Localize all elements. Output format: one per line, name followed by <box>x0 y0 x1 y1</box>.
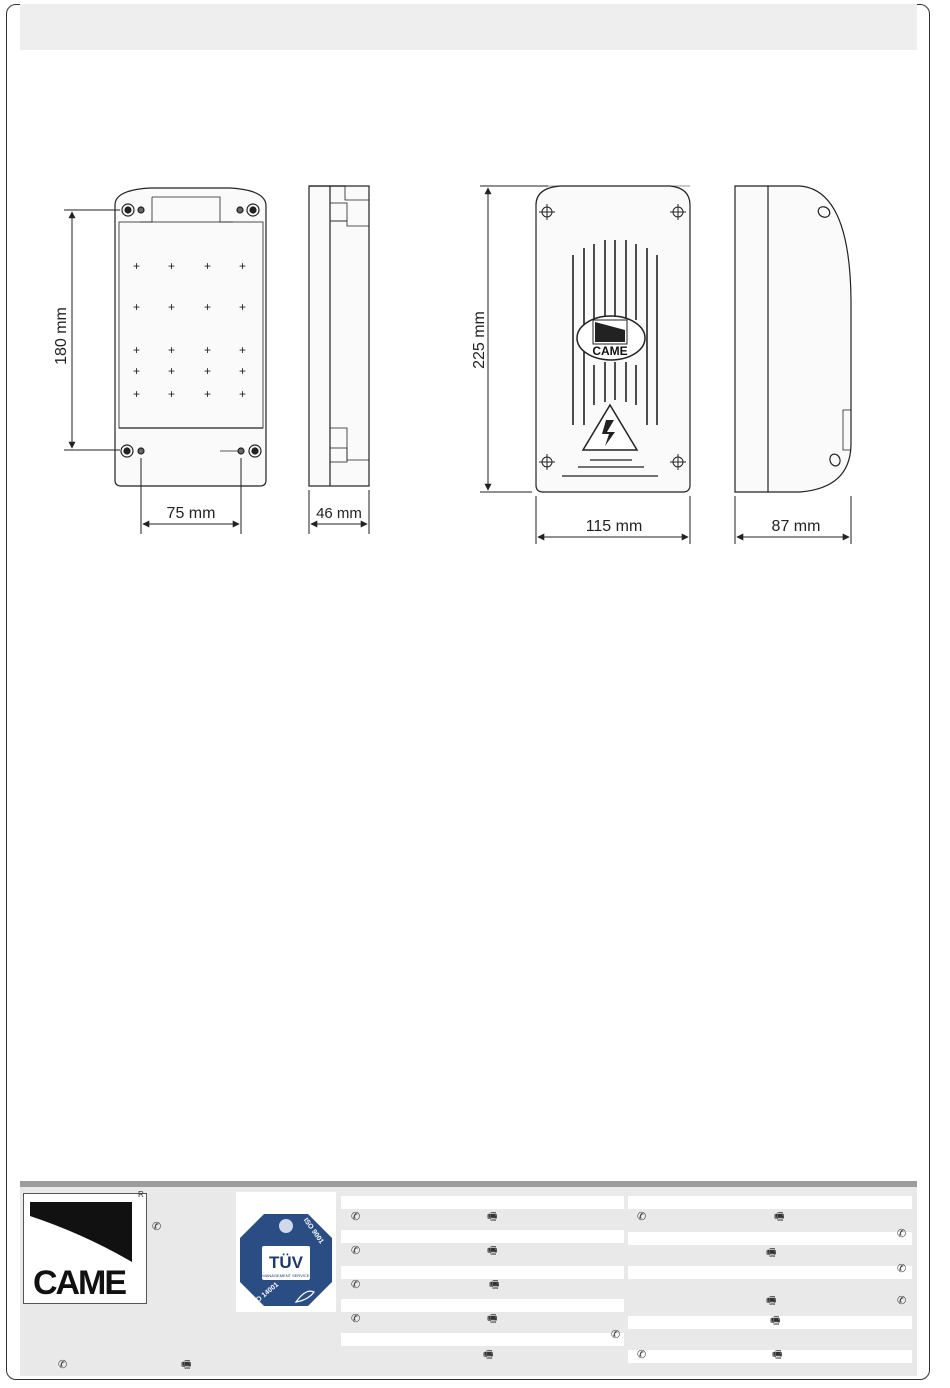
came-logo-text: CAME <box>32 1264 126 1302</box>
fax-icon: 🖷 <box>487 1313 498 1325</box>
svg-text:+: + <box>168 387 176 401</box>
tuv-subtitle: MANAGEMENT SERVICE <box>262 1273 310 1278</box>
svg-text:+: + <box>168 343 176 357</box>
dim-height-small-label: 180 mm <box>53 307 70 365</box>
phone-icon: ✆ <box>351 1313 361 1325</box>
small-box-side <box>309 186 369 486</box>
came-logo <box>23 1193 147 1304</box>
svg-text:+: + <box>204 364 212 378</box>
svg-text:+: + <box>239 364 247 378</box>
svg-text:+: + <box>204 259 212 273</box>
fax-icon: 🖷 <box>483 1349 494 1361</box>
svg-text:+: + <box>133 387 141 401</box>
fax-icon: 🖷 <box>181 1359 192 1371</box>
registered-mark: R <box>138 1190 144 1199</box>
phone-icon: ✆ <box>351 1279 361 1291</box>
svg-text:+: + <box>239 259 247 273</box>
contact-row-1 <box>341 1196 624 1209</box>
fax-icon: 🖷 <box>774 1211 785 1223</box>
contact-row-10 <box>628 1350 912 1363</box>
phone-icon: ✆ <box>351 1211 361 1223</box>
dimension-drawing <box>0 0 950 560</box>
phone-icon: ✆ <box>637 1349 647 1361</box>
came-emblem <box>577 316 645 360</box>
dim-depth-large-label: 87 mm <box>771 518 821 535</box>
tuv-text: TÜV <box>269 1253 303 1272</box>
phone-icon: ✆ <box>897 1228 907 1240</box>
contact-row-3 <box>341 1266 624 1279</box>
dim-depth-small-label: 46 mm <box>316 505 362 522</box>
svg-text:+: + <box>133 259 141 273</box>
fax-icon: 🖷 <box>770 1315 781 1327</box>
fax-icon: 🖷 <box>487 1245 498 1257</box>
phone-icon: ✆ <box>351 1245 361 1257</box>
phone-icon: ✆ <box>637 1211 647 1223</box>
iso-14001-label: ISO 14001 <box>249 1281 281 1309</box>
svg-text:+: + <box>168 259 176 273</box>
dim-height-small-line <box>64 210 120 450</box>
contact-row-7 <box>628 1232 912 1245</box>
contact-row-2 <box>341 1230 624 1243</box>
contact-row-5 <box>341 1333 624 1346</box>
svg-text:+: + <box>239 387 247 401</box>
fax-icon: 🖷 <box>766 1295 777 1307</box>
phone-icon: ✆ <box>58 1359 68 1371</box>
tuv-certification-badge <box>236 1192 336 1312</box>
dim-width-small-label: 75 mm <box>166 505 216 522</box>
came-emblem-label: CAME <box>592 344 628 358</box>
svg-text:+: + <box>239 343 247 357</box>
dim-width-large-label: 115 mm <box>585 518 643 535</box>
svg-text:+: + <box>239 300 247 314</box>
svg-text:+: + <box>133 364 141 378</box>
phone-icon: ✆ <box>611 1329 621 1341</box>
fax-icon: 🖷 <box>487 1211 498 1223</box>
svg-text:+: + <box>133 343 141 357</box>
fax-icon: 🖷 <box>766 1247 777 1259</box>
fax-icon: 🖷 <box>489 1279 500 1291</box>
phone-icon: ✆ <box>897 1295 907 1307</box>
small-box-front <box>115 188 266 486</box>
fax-icon: 🖷 <box>772 1349 783 1361</box>
svg-text:+: + <box>204 387 212 401</box>
svg-text:+: + <box>133 300 141 314</box>
svg-text:+: + <box>168 364 176 378</box>
dim-height-large-label: 225 mm <box>471 311 488 369</box>
svg-text:+: + <box>204 343 212 357</box>
svg-text:+: + <box>204 300 212 314</box>
phone-icon: ✆ <box>152 1221 162 1233</box>
phone-icon: ✆ <box>897 1263 907 1275</box>
contact-row-6 <box>628 1196 912 1209</box>
large-box-side <box>735 186 851 492</box>
iso-9001-label: ISO 9001 <box>301 1217 325 1246</box>
contact-row-4 <box>341 1299 624 1312</box>
contact-row-8 <box>628 1263 912 1279</box>
svg-text:+: + <box>168 300 176 314</box>
